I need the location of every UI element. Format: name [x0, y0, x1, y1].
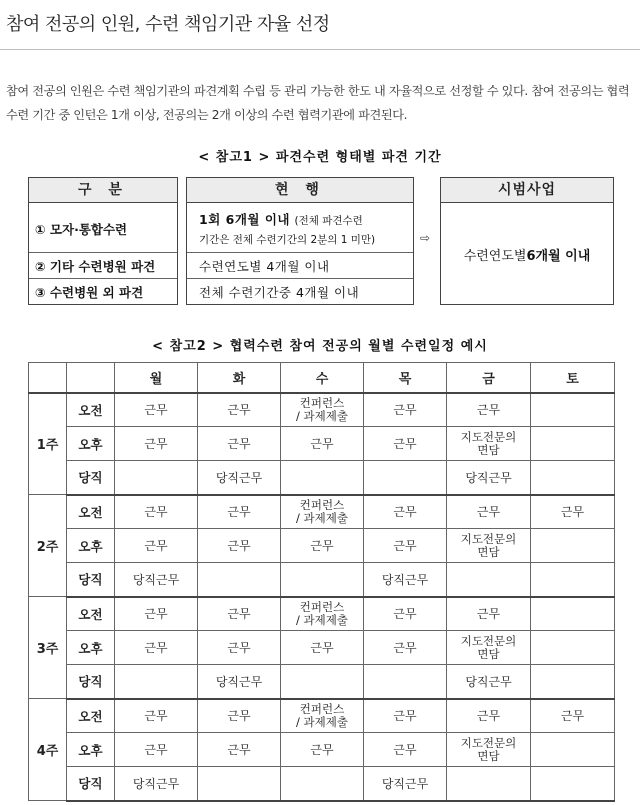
ref1-current-bold: 1회 6개월 이내 — [199, 212, 290, 227]
schedule-body — [29, 393, 615, 801]
header-blank — [67, 363, 115, 393]
ref1-category-row: ③ 수련병원 외 파견 — [35, 284, 144, 300]
slot-label: 오후 — [67, 529, 115, 563]
schedule-cell: 근무 — [447, 393, 531, 427]
day-header: 월 — [115, 363, 198, 393]
schedule-cell: 당직근무 — [198, 665, 281, 699]
table-row — [29, 393, 615, 427]
slot-label: 오전 — [67, 495, 115, 529]
table-row — [29, 631, 615, 665]
schedule-cell: 근무 — [364, 597, 447, 631]
schedule-cell: 근무 — [198, 733, 281, 767]
header-blank — [29, 363, 67, 393]
schedule-cell: 당직근무 — [447, 461, 531, 495]
ref1-category-header: 구 분 — [29, 178, 177, 203]
day-header: 화 — [198, 363, 281, 393]
schedule-cell: 당직근무 — [115, 563, 198, 597]
schedule-cell: 근무 — [115, 597, 198, 631]
ref1-category-row: ① 모자·통합수련 — [29, 205, 177, 253]
schedule-cell: 근무 — [115, 427, 198, 461]
week-label: 3주 — [29, 597, 67, 699]
day-header: 목 — [364, 363, 447, 393]
schedule-cell — [364, 461, 447, 495]
schedule-cell: 근무 — [531, 699, 615, 733]
ref1-category-row: ② 기타 수련병원 파견 — [29, 253, 177, 279]
schedule-cell: 당직근무 — [364, 563, 447, 597]
ref1-pilot-value — [441, 205, 613, 304]
ref1-current-note: (전체 파견수련 — [294, 215, 363, 227]
slot-label: 오전 — [67, 699, 115, 733]
ref1-current-row: 전체 수련기간중 4개월 이내 — [199, 284, 360, 300]
day-header: 토 — [531, 363, 615, 393]
schedule-cell: 당직근무 — [364, 767, 447, 801]
schedule-cell — [531, 733, 615, 767]
schedule-cell: 근무 — [447, 495, 531, 529]
schedule-cell: 근무 — [447, 699, 531, 733]
intro-paragraph: 참여 전공의 인원은 수련 책임기관의 파견계획 수립 등 관리 가능한 한도 내 자율적으로 선정할 수 있다. 참여 전공의는 협력수련 기간 중 인턴은 1개 이상, 전공의는 2개 이상의 수련 협력기관에 파견된다. — [6, 84, 630, 122]
schedule-cell: 근무 — [198, 529, 281, 563]
page-title: 참여 전공의 인원, 수련 책임기관 자율 선정 — [6, 14, 330, 35]
schedule-cell: 근무 — [281, 631, 364, 665]
table-row — [29, 597, 615, 631]
schedule-cell: 근무 — [364, 529, 447, 563]
table-row — [29, 733, 615, 767]
schedule-cell: 당직근무 — [198, 461, 281, 495]
schedule-cell — [281, 665, 364, 699]
schedule-cell: 근무 — [198, 699, 281, 733]
week-label: 1주 — [29, 393, 67, 495]
ref1-current-box — [186, 177, 414, 305]
schedule-table — [28, 362, 615, 802]
schedule-cell-text: 컨퍼런스 / 과제제출 — [296, 497, 348, 525]
schedule-cell: 근무 — [115, 529, 198, 563]
schedule-cell — [198, 563, 281, 597]
schedule-cell-text: 지도전문의 면담 — [460, 735, 517, 763]
table-row — [29, 699, 615, 733]
schedule-cell: 당직근무 — [115, 767, 198, 801]
schedule-cell — [281, 597, 364, 631]
slot-label: 당직 — [67, 563, 115, 597]
schedule-cell-text: 지도전문의 면담 — [460, 531, 517, 559]
schedule-cell — [447, 733, 531, 767]
table-row — [29, 427, 615, 461]
ref1-pilot-bold: 6개월 이내 — [526, 249, 591, 264]
schedule-cell-text: 컨퍼런스 / 과제제출 — [296, 395, 348, 423]
schedule-cell: 근무 — [198, 427, 281, 461]
schedule-cell-text: 컨퍼런스 / 과제제출 — [296, 701, 348, 729]
table-row — [29, 563, 615, 597]
schedule-cell — [281, 495, 364, 529]
title-divider — [0, 49, 640, 50]
table-row — [29, 665, 615, 699]
schedule-header-row — [29, 363, 615, 393]
schedule-cell — [447, 529, 531, 563]
schedule-cell: 근무 — [364, 495, 447, 529]
schedule-cell: 근무 — [115, 393, 198, 427]
schedule-cell — [531, 393, 615, 427]
week-label: 4주 — [29, 699, 67, 801]
schedule-cell: 근무 — [281, 529, 364, 563]
schedule-cell: 근무 — [364, 393, 447, 427]
ref1-current-note-line2: 기간은 전체 수련기간의 2분의 1 미만) — [199, 234, 376, 246]
schedule-cell — [281, 699, 364, 733]
schedule-cell: 근무 — [198, 631, 281, 665]
schedule-cell: 근무 — [281, 427, 364, 461]
schedule-cell: 근무 — [115, 495, 198, 529]
ref1-pilot-box — [440, 177, 614, 305]
slot-label: 당직 — [67, 767, 115, 801]
slot-label: 당직 — [67, 665, 115, 699]
schedule-cell: 근무 — [115, 699, 198, 733]
schedule-cell — [198, 767, 281, 801]
ref1-heading: < 참고1 > 파견수련 형태별 파견 기간 — [198, 150, 442, 165]
schedule-cell-text: 지도전문의 면담 — [460, 633, 517, 661]
slot-label: 오전 — [67, 597, 115, 631]
schedule-cell — [531, 665, 615, 699]
ref2-heading: < 참고2 > 협력수련 참여 전공의 월별 수련일정 예시 — [152, 339, 488, 354]
slot-label: 오전 — [67, 393, 115, 427]
ref1-current-header: 현 행 — [187, 178, 413, 203]
day-header: 금 — [447, 363, 531, 393]
week-label: 2주 — [29, 495, 67, 597]
ref1-category-box — [28, 177, 178, 305]
schedule-cell: 근무 — [198, 495, 281, 529]
table-row — [29, 529, 615, 563]
schedule-cell — [447, 563, 531, 597]
schedule-cell-text: 지도전문의 면담 — [460, 429, 517, 457]
schedule-cell: 근무 — [364, 699, 447, 733]
slot-label: 오후 — [67, 631, 115, 665]
schedule-cell: 근무 — [115, 733, 198, 767]
table-row — [29, 495, 615, 529]
schedule-cell — [281, 767, 364, 801]
schedule-cell — [531, 529, 615, 563]
slot-label: 오후 — [67, 427, 115, 461]
schedule-cell — [531, 461, 615, 495]
schedule-cell — [447, 767, 531, 801]
ref1-current-row — [187, 205, 413, 253]
schedule-cell — [115, 461, 198, 495]
schedule-cell: 근무 — [115, 631, 198, 665]
schedule-cell: 당직근무 — [447, 665, 531, 699]
schedule-cell — [364, 665, 447, 699]
schedule-cell: 근무 — [364, 733, 447, 767]
schedule-cell: 근무 — [281, 733, 364, 767]
schedule-cell — [281, 393, 364, 427]
arrow-right-icon: ⇨ — [420, 231, 431, 245]
schedule-cell — [531, 631, 615, 665]
schedule-cell — [531, 427, 615, 461]
schedule-cell: 근무 — [364, 427, 447, 461]
schedule-cell — [531, 767, 615, 801]
schedule-cell: 근무 — [198, 597, 281, 631]
slot-label: 오후 — [67, 733, 115, 767]
schedule-cell — [531, 597, 615, 631]
schedule-cell — [281, 563, 364, 597]
schedule-cell: 근무 — [447, 597, 531, 631]
ref1-pilot-prefix: 수련연도별 — [463, 249, 527, 264]
slot-label: 당직 — [67, 461, 115, 495]
schedule-cell — [531, 563, 615, 597]
schedule-cell-text: 컨퍼런스 / 과제제출 — [296, 599, 348, 627]
day-header: 수 — [281, 363, 364, 393]
ref1-current-row: 수련연도별 4개월 이내 — [187, 253, 413, 279]
table-row — [29, 767, 615, 801]
schedule-cell — [447, 427, 531, 461]
table-row — [29, 461, 615, 495]
schedule-cell: 근무 — [531, 495, 615, 529]
schedule-cell — [447, 631, 531, 665]
schedule-cell: 근무 — [364, 631, 447, 665]
schedule-cell — [115, 665, 198, 699]
schedule-cell: 근무 — [198, 393, 281, 427]
ref1-pilot-header: 시범사업 — [441, 178, 613, 203]
schedule-cell — [281, 461, 364, 495]
